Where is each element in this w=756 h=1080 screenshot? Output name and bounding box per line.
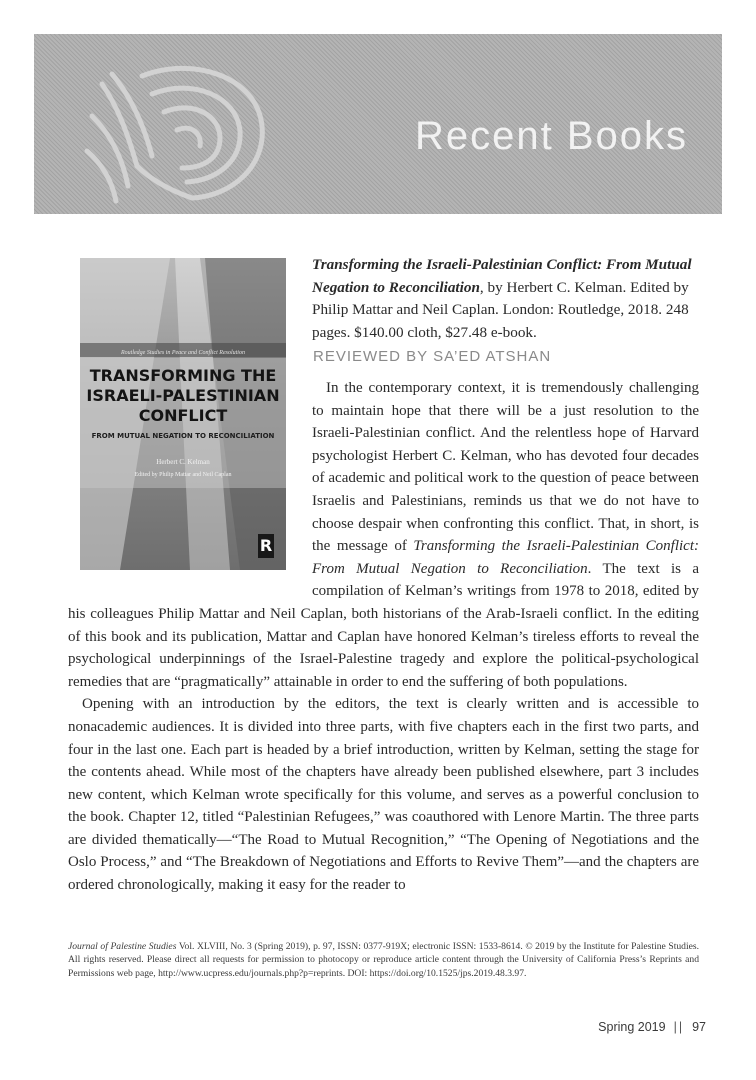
cover-author: Herbert C. Kelman	[156, 458, 210, 466]
page-footer	[598, 1020, 706, 1034]
footnote-text: Vol. XLVIII, No. 3 (Spring 2019), p. 97, ISSN: 0377-919X; electronic ISSN: 1533-8614. © 2019 by the Institute for Palestine Studies. All rights reserved. Please direct all requests for permission to photocopy or reproduce article content through the University of California Press’s Reprints and Permissions web page, http://www.ucpress.edu/journals.php?p=reprints. DOI: https://doi.org/10.1525/jps.2019.48.3.97.	[68, 941, 700, 979]
cover-title-line: TRANSFORMING THE	[89, 366, 277, 385]
journal-footnote	[68, 940, 699, 980]
review-paragraph: Opening with an introduction by the editors, the text is clearly written and is accessible to nonacademic audiences. It is divided into three parts, with five chapters each in the first two parts, and four in the last one. Each part is headed by a brief introduction, written by Kelman, setting the stage for the contents ahead. While most of the chapters have already been published elsewhere, part 3 includes new content, which Kelman wrote specifically for this volume, and serves as a powerful conclusion to the book. Chapter 12, titled “Palestinian Refugees,” was coauthored with Lenore Martin. The three parts are divided thematically—“The Road to Mutual Recognition,” “The Opening of Negotiations and the Oslo Process,” and “The Breakdown of Negotiations and Efforts to Revive Them”—and the chapters are ordered chronologically, making it easy for the reader to	[68, 696, 699, 894]
page-number: 97	[692, 1020, 706, 1034]
header-banner	[34, 34, 722, 214]
paragraph-text: In the contemporary context, it is tremendously challenging to maintain hope that there will be a just resolution to the Israeli-Palestinian conflict. And the relentless hope of Harvard psychologist Herbert C. Kelman, who has devoted four decades of academic and political work to the question of peace between Israelis and Palestinians, reminds us that we do not have to choose despair when confronting this conflict. That, in short, is the message of	[312, 380, 699, 555]
cover-title-line: CONFLICT	[138, 406, 228, 425]
bird-logo-icon	[82, 56, 292, 206]
paragraph-text: . The text is a compilation of Kelman’s writings from 1978 to 2018, edited by his colleagues Philip Mattar and Neil Caplan, both historians of the Arab-Israeli conflict. In the editing of this book and its publication, Mattar and Caplan have honored Kelman’s tireless efforts to reveal the psychological underpinnings of the Israel-Palestine tragedy and explore the political-psychological remedies that are “pragmatically” attainable in order to end the suffering of both populations.	[68, 560, 699, 690]
cover-title-line: ISRAELI-PALESTINIAN	[86, 386, 280, 405]
cover-series: Routledge Studies in Peace and Conflict Resolution	[121, 350, 245, 356]
book-citation	[312, 254, 700, 344]
review-body	[68, 377, 699, 897]
journal-name: Journal of Palestine Studies	[68, 941, 177, 952]
cover-subtitle: FROM MUTUAL NEGATION TO RECONCILIATION	[91, 432, 275, 440]
book-details: , by Herbert C. Kelman. Edited by Philip Mattar and Neil Caplan. London: Routledge, 2018. 248 pages. $140.00 cloth, $27.48 e-book.	[312, 278, 689, 341]
reviewer-byline: REVIEWED BY SA’ED ATSHAN	[313, 348, 552, 365]
publisher-logo-icon: R	[258, 534, 274, 558]
book-title: Transforming the Israeli-Palestinian Conflict: From Mutual Negation to Reconciliation	[312, 256, 692, 296]
footer-separator: ||	[673, 1020, 685, 1034]
book-title-inline: Transforming the Israeli-Palestinian Conflict: From Mutual Negation to Reconciliation	[312, 538, 699, 577]
cover-editors: Edited by Philip Mattar and Neil Caplan	[134, 472, 232, 478]
cover-spacer	[68, 377, 312, 589]
section-title: Recent Books	[414, 114, 688, 158]
issue-season: Spring 2019	[598, 1020, 666, 1034]
